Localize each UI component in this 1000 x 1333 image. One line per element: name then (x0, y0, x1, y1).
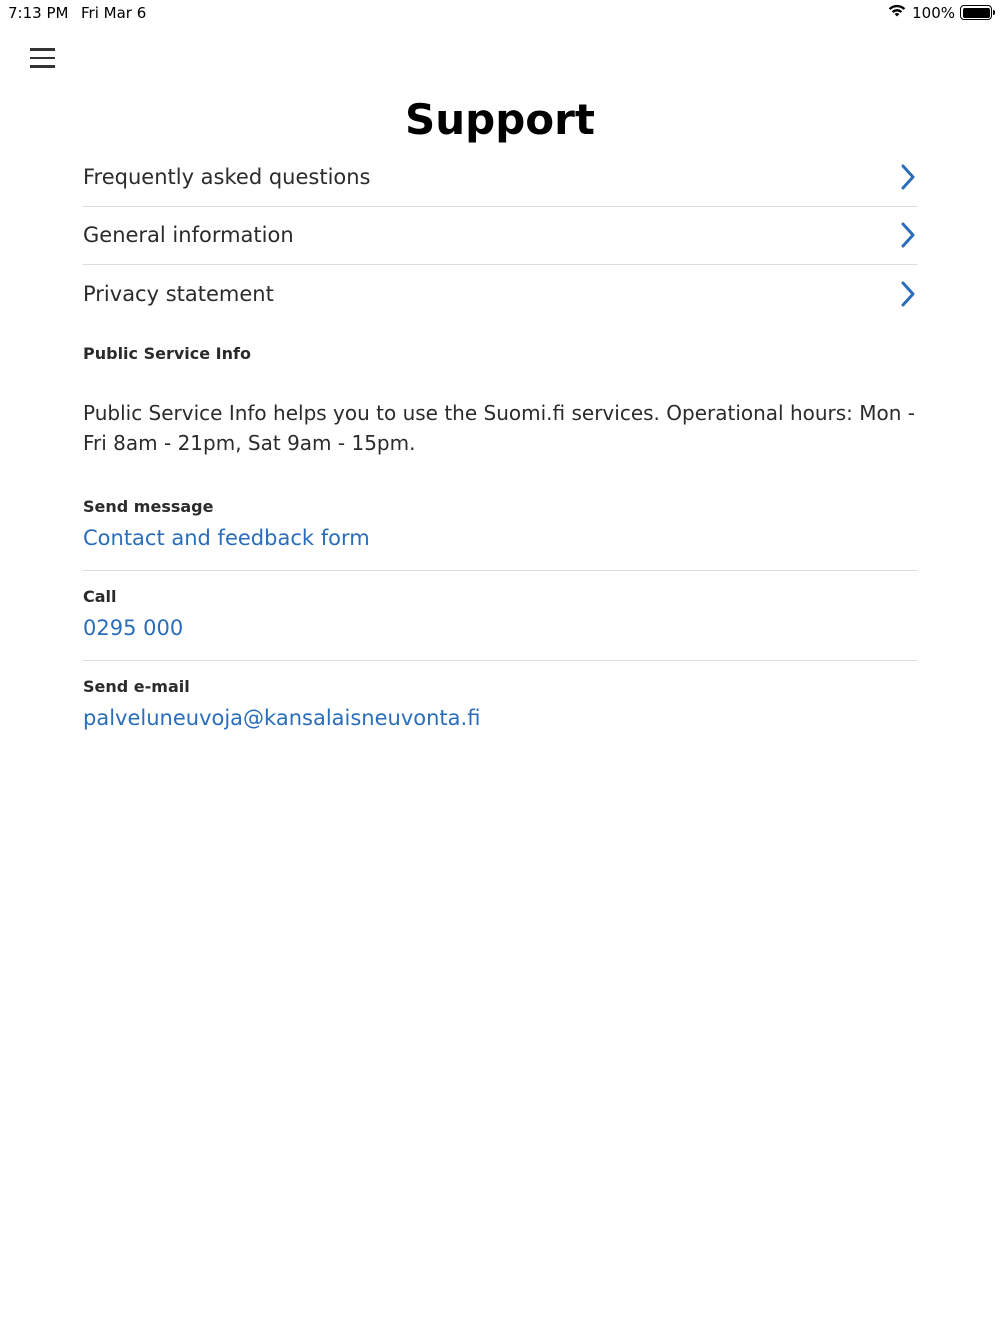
nav-item-label: General information (83, 223, 294, 248)
nav-item-faq[interactable] (83, 148, 917, 207)
email-address-link[interactable]: palveluneuvoja@kansalaisneuvonta.fi (83, 706, 481, 730)
chevron-right-icon (899, 222, 917, 248)
public-service-info-description: Public Service Info helps you to use the Suomi.fi services. Operational hours: Mon - Fri 8am - 21pm, Sat 9am - 15pm. (83, 401, 916, 455)
send-email-label: Send e-mail (83, 677, 190, 696)
divider (83, 660, 917, 661)
call-label: Call (83, 587, 117, 606)
battery-percent: 100% (912, 3, 955, 22)
page-title: Support (405, 95, 595, 144)
send-message-block (83, 497, 917, 550)
status-indicators (887, 3, 992, 22)
public-service-info-heading: Public Service Info (83, 344, 251, 363)
hamburger-menu-icon[interactable] (26, 44, 58, 72)
send-message-label: Send message (83, 497, 214, 516)
nav-item-label: Frequently asked questions (83, 164, 371, 189)
wifi-icon (887, 3, 907, 22)
phone-number-link[interactable]: 0295 000 (83, 616, 184, 640)
nav-item-privacy-statement[interactable] (83, 265, 917, 324)
support-nav-list (83, 148, 917, 324)
nav-item-general-information[interactable] (83, 207, 917, 266)
call-block (83, 587, 917, 640)
send-email-block (83, 677, 917, 730)
status-bar (0, 0, 1000, 26)
chevron-right-icon (899, 281, 917, 307)
nav-item-label: Privacy statement (83, 282, 274, 307)
status-date: Fri Mar 6 (81, 4, 147, 22)
contact-feedback-form-link[interactable]: Contact and feedback form (83, 526, 370, 550)
status-time: 7:13 PM (8, 4, 69, 22)
battery-icon (960, 5, 992, 20)
chevron-right-icon (899, 164, 917, 190)
divider (83, 570, 917, 571)
